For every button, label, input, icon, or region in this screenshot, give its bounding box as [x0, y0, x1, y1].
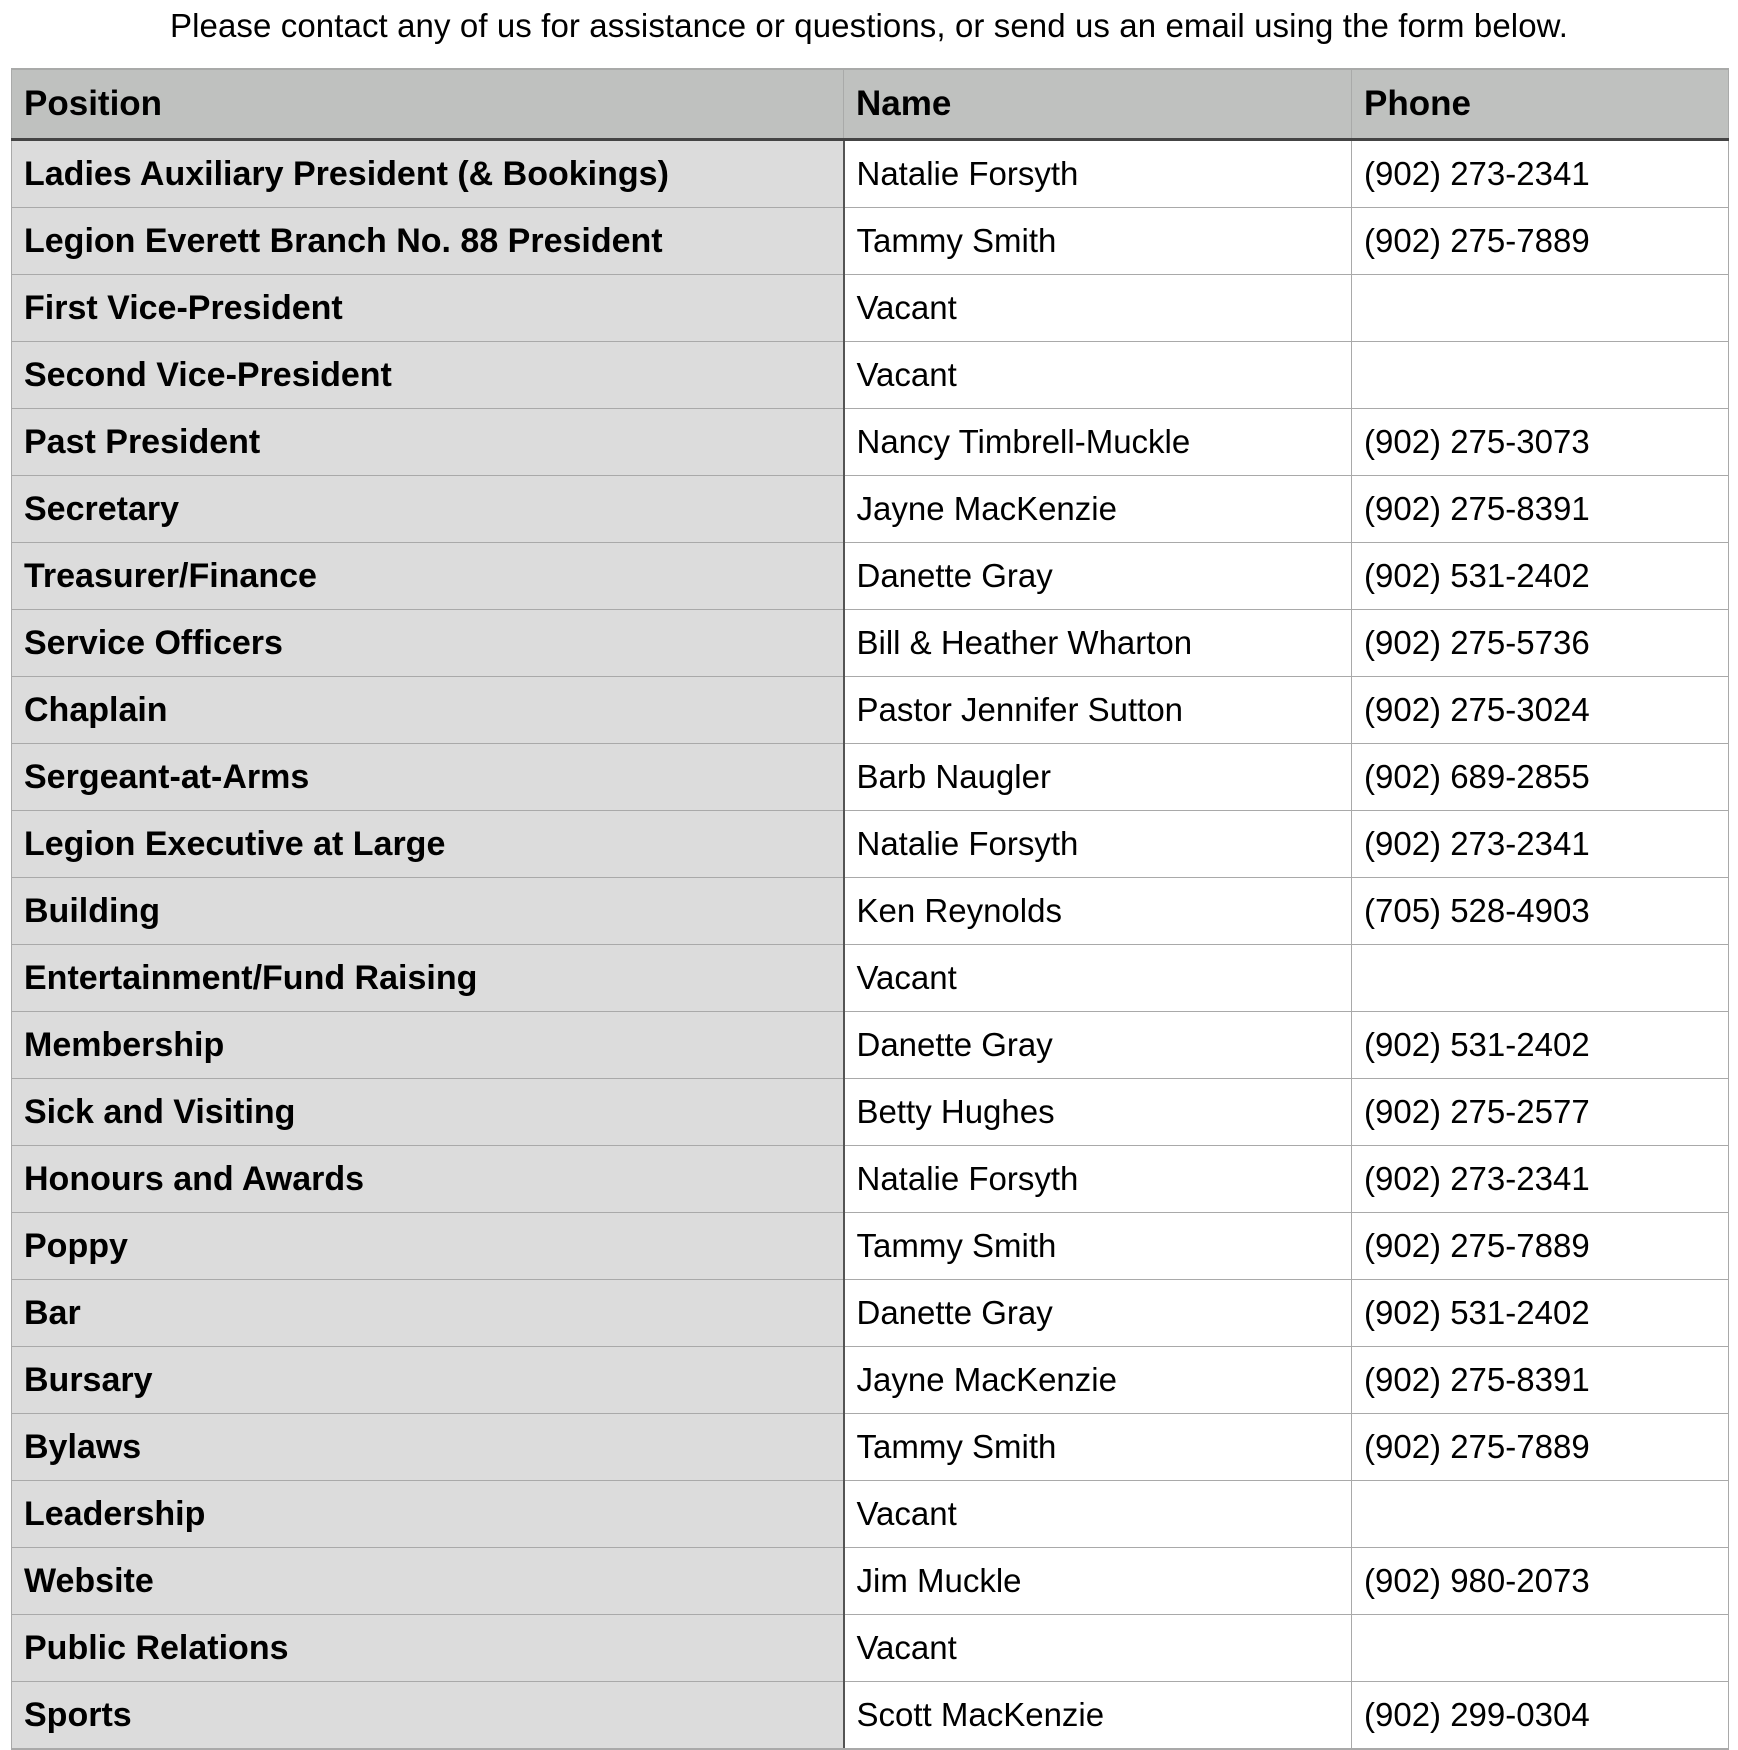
name-cell: Jim Muckle — [844, 1548, 1352, 1615]
name-cell: Natalie Forsyth — [844, 140, 1352, 208]
table-row — [12, 878, 1729, 945]
table-row — [12, 543, 1729, 610]
phone-cell: (902) 275-8391 — [1352, 476, 1729, 543]
name-cell: Danette Gray — [844, 543, 1352, 610]
phone-cell: (902) 275-8391 — [1352, 1347, 1729, 1414]
header-name: Name — [844, 69, 1352, 140]
name-cell: Ken Reynolds — [844, 878, 1352, 945]
position-cell: Sergeant-at-Arms — [12, 744, 844, 811]
position-cell: Membership — [12, 1012, 844, 1079]
phone-cell: (902) 275-5736 — [1352, 610, 1729, 677]
position-cell: Sports — [12, 1682, 844, 1750]
table-row — [12, 945, 1729, 1012]
header-row — [12, 69, 1729, 140]
position-cell: First Vice-President — [12, 275, 844, 342]
table-body — [12, 140, 1729, 1750]
name-cell: Barb Naugler — [844, 744, 1352, 811]
table-row — [12, 677, 1729, 744]
name-cell: Bill & Heather Wharton — [844, 610, 1352, 677]
position-cell: Bylaws — [12, 1414, 844, 1481]
name-cell: Natalie Forsyth — [844, 811, 1352, 878]
phone-cell: (902) 275-3073 — [1352, 409, 1729, 476]
position-cell: Past President — [12, 409, 844, 476]
position-cell: Entertainment/Fund Raising — [12, 945, 844, 1012]
table-row — [12, 1682, 1729, 1750]
table-row — [12, 1012, 1729, 1079]
table-row — [12, 1146, 1729, 1213]
phone-cell — [1352, 1615, 1729, 1682]
phone-cell: (902) 299-0304 — [1352, 1682, 1729, 1750]
position-cell: Legion Everett Branch No. 88 President — [12, 208, 844, 275]
position-cell: Leadership — [12, 1481, 844, 1548]
position-cell: Building — [12, 878, 844, 945]
name-cell: Vacant — [844, 1481, 1352, 1548]
name-cell: Pastor Jennifer Sutton — [844, 677, 1352, 744]
phone-cell — [1352, 1481, 1729, 1548]
position-cell: Legion Executive at Large — [12, 811, 844, 878]
officers-table — [11, 68, 1729, 1750]
position-cell: Website — [12, 1548, 844, 1615]
table-row — [12, 1414, 1729, 1481]
table-row — [12, 610, 1729, 677]
phone-cell: (902) 275-2577 — [1352, 1079, 1729, 1146]
phone-cell: (705) 528-4903 — [1352, 878, 1729, 945]
position-cell: Treasurer/Finance — [12, 543, 844, 610]
header-phone: Phone — [1352, 69, 1729, 140]
phone-cell: (902) 273-2341 — [1352, 140, 1729, 208]
table-row — [12, 1615, 1729, 1682]
phone-cell — [1352, 275, 1729, 342]
position-cell: Poppy — [12, 1213, 844, 1280]
table-row — [12, 744, 1729, 811]
table-row — [12, 140, 1729, 208]
phone-cell: (902) 273-2341 — [1352, 1146, 1729, 1213]
position-cell: Sick and Visiting — [12, 1079, 844, 1146]
name-cell: Danette Gray — [844, 1280, 1352, 1347]
table-row — [12, 476, 1729, 543]
table-row — [12, 275, 1729, 342]
table-row — [12, 1079, 1729, 1146]
table-row — [12, 342, 1729, 409]
phone-cell: (902) 980-2073 — [1352, 1548, 1729, 1615]
header-position: Position — [12, 69, 844, 140]
position-cell: Second Vice-President — [12, 342, 844, 409]
name-cell: Tammy Smith — [844, 1213, 1352, 1280]
table-header — [12, 69, 1729, 140]
name-cell: Tammy Smith — [844, 208, 1352, 275]
phone-cell: (902) 531-2402 — [1352, 1280, 1729, 1347]
table-row — [12, 1280, 1729, 1347]
name-cell: Betty Hughes — [844, 1079, 1352, 1146]
phone-cell: (902) 275-7889 — [1352, 208, 1729, 275]
table-row — [12, 1548, 1729, 1615]
position-cell: Public Relations — [12, 1615, 844, 1682]
phone-cell: (902) 273-2341 — [1352, 811, 1729, 878]
table-row — [12, 208, 1729, 275]
name-cell: Natalie Forsyth — [844, 1146, 1352, 1213]
phone-cell: (902) 275-7889 — [1352, 1414, 1729, 1481]
position-cell: Ladies Auxiliary President (& Bookings) — [12, 140, 844, 208]
intro-text: Please contact any of us for assistance or questions, or send us an email using the form below. — [169, 7, 1569, 44]
table-row — [12, 1347, 1729, 1414]
table-row — [12, 1213, 1729, 1280]
name-cell: Jayne MacKenzie — [844, 1347, 1352, 1414]
table-row — [12, 1481, 1729, 1548]
phone-cell: (902) 689-2855 — [1352, 744, 1729, 811]
phone-cell — [1352, 945, 1729, 1012]
name-cell: Vacant — [844, 275, 1352, 342]
position-cell: Honours and Awards — [12, 1146, 844, 1213]
position-cell: Chaplain — [12, 677, 844, 744]
position-cell: Secretary — [12, 476, 844, 543]
phone-cell: (902) 275-7889 — [1352, 1213, 1729, 1280]
name-cell: Jayne MacKenzie — [844, 476, 1352, 543]
position-cell: Bar — [12, 1280, 844, 1347]
name-cell: Vacant — [844, 342, 1352, 409]
phone-cell: (902) 275-3024 — [1352, 677, 1729, 744]
phone-cell — [1352, 342, 1729, 409]
name-cell: Scott MacKenzie — [844, 1682, 1352, 1750]
position-cell: Service Officers — [12, 610, 844, 677]
name-cell: Vacant — [844, 945, 1352, 1012]
table-row — [12, 409, 1729, 476]
table-row — [12, 811, 1729, 878]
name-cell: Tammy Smith — [844, 1414, 1352, 1481]
phone-cell: (902) 531-2402 — [1352, 543, 1729, 610]
phone-cell: (902) 531-2402 — [1352, 1012, 1729, 1079]
name-cell: Vacant — [844, 1615, 1352, 1682]
position-cell: Bursary — [12, 1347, 844, 1414]
name-cell: Nancy Timbrell-Muckle — [844, 409, 1352, 476]
name-cell: Danette Gray — [844, 1012, 1352, 1079]
